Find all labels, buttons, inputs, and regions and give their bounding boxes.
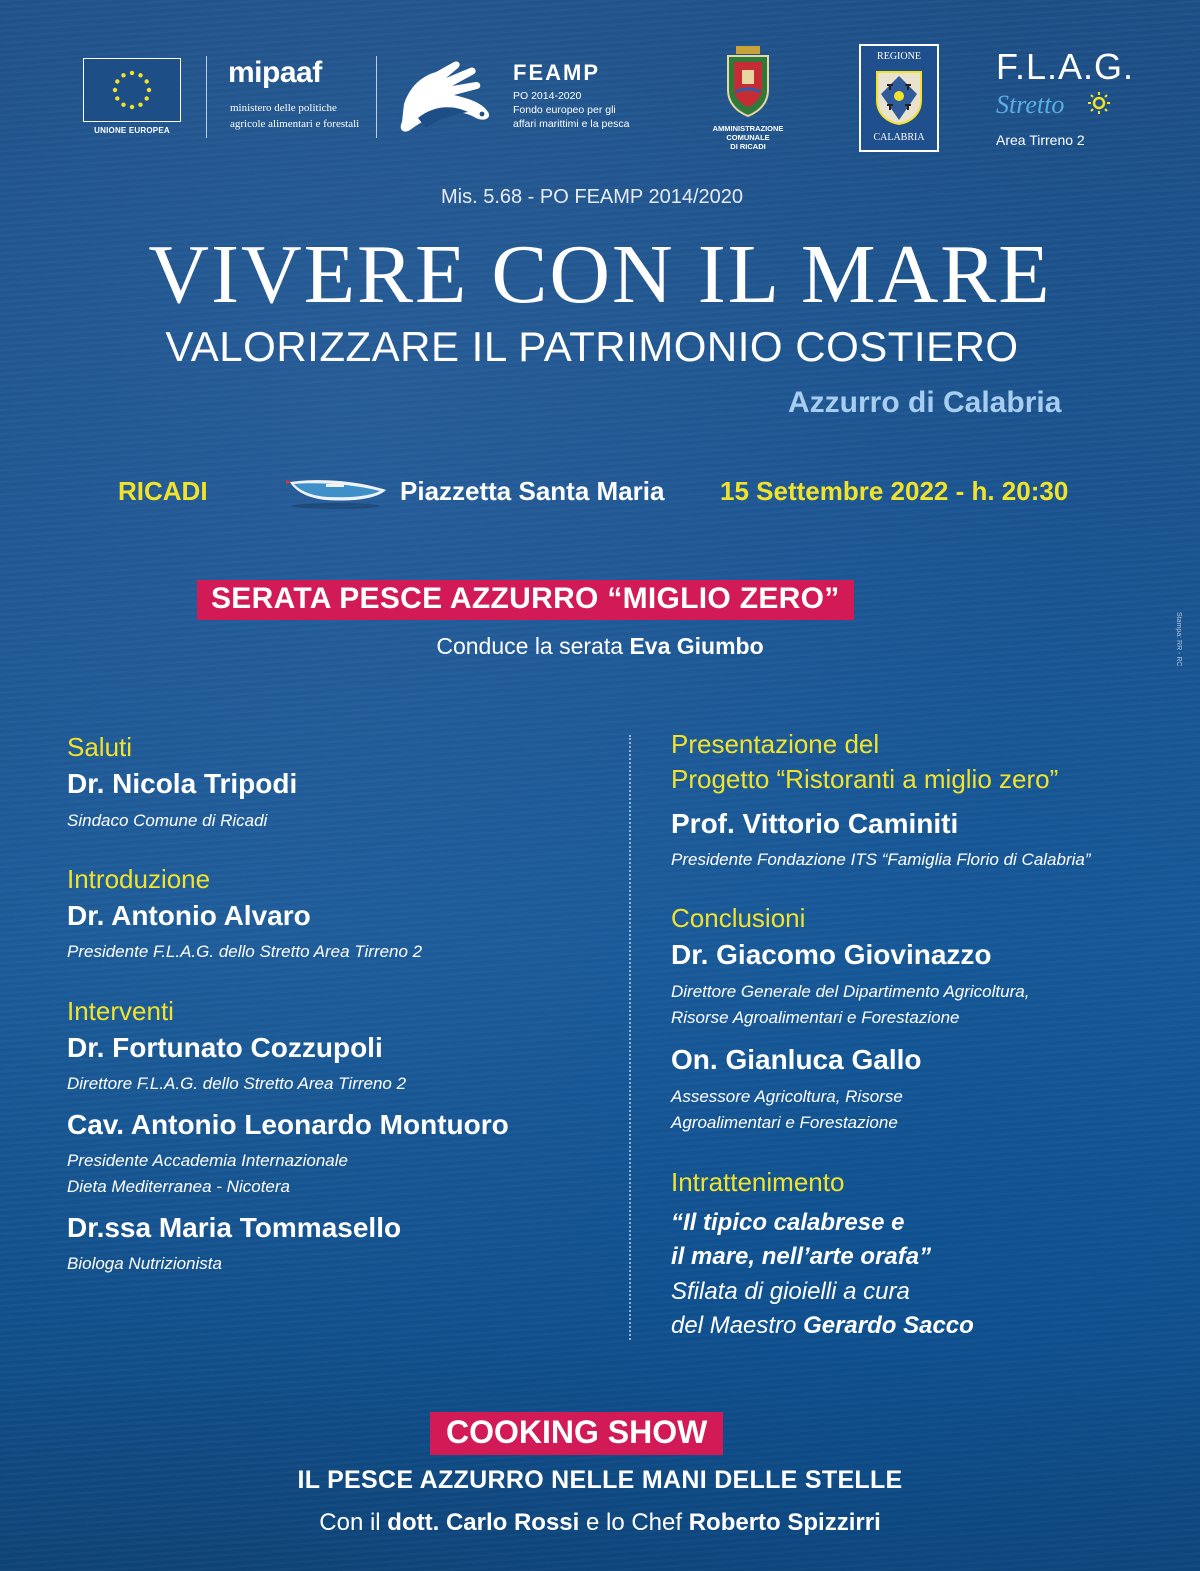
print-note: Stampa: RR - RC [1175,612,1182,667]
speaker-name: Prof. Vittorio Caminiti [671,808,959,839]
cooking-chefs-line [0,1509,1200,1537]
measure-line: Mis. 5.68 - PO FEAMP 2014/2020 [440,186,743,208]
section-presentazione-project: Progetto “Ristoranti a miglio zero” [671,764,1059,794]
eu-caption: UNIONE EUROPEA [94,126,170,135]
mipaaf-subtitle-line2: agricole alimentari e forestali [230,118,360,130]
cooking-name-2: Roberto Spizzirri [688,1509,881,1536]
section-saluti: Saluti [67,732,133,762]
speaker-role: Dieta Mediterranea - Nicotera [67,1177,290,1196]
regione-bottom-label: CALABRIA [873,132,925,143]
event-datetime: 15 Settembre 2022 - h. 20:30 [720,476,1069,506]
event-town: RICADI [118,476,208,506]
speaker-name: Cav. Antonio Leonardo Montuoro [67,1109,509,1140]
speaker-role: Presidente Accademia Internazionale [67,1151,348,1170]
show-designer-name: Gerardo Sacco [803,1312,974,1339]
speaker-role: Presidente Fondazione ITS “Famiglia Florio di Calabria” [671,850,1091,869]
section-intrattenimento: Intrattenimento [671,1167,845,1197]
eu-stars-icon [84,59,180,121]
feamp-hand-fish-icon [396,58,500,138]
serata-banner: SERATA PESCE AZZURRO “MIGLIO ZERO” [197,580,854,620]
host-name: Eva Giumbo [629,633,764,659]
show-desc-line1: Sfilata di gioielli a cura [671,1278,910,1305]
show-desc-prefix: del Maestro [671,1312,797,1339]
show-title-line1: “Il tipico calabrese e [671,1209,905,1236]
sun-icon [1088,92,1110,114]
comune-line3: DI RICADI [730,142,766,151]
mipaaf-logo: mipaaf [228,56,322,89]
host-line [0,633,1200,660]
flag-stretto-wordmark: Stretto [996,90,1065,119]
main-title: VIVERE CON IL MARE [148,228,1052,321]
speaker-name: Dr. Antonio Alvaro [67,900,311,931]
eu-flag-logo [83,58,181,122]
show-desc-line2 [671,1309,974,1343]
cooking-with-prefix: Con il [319,1509,381,1536]
boat-icon [286,470,390,510]
speaker-role: Risorse Agroalimentari e Forestazione [671,1008,960,1027]
regione-top-label: REGIONE [877,51,921,62]
cooking-with-mid: e lo Chef [585,1509,683,1536]
mipaaf-subtitle-line1: ministero delle politiche [230,102,337,114]
comune-label [700,124,796,151]
cooking-show-banner: COOKING SHOW [430,1412,723,1455]
section-interventi: Interventi [67,996,174,1026]
logo-divider [206,56,207,138]
speaker-role: Sindaco Comune di Ricadi [67,811,268,830]
speaker-role: Assessore Agricoltura, Risorse [671,1087,903,1106]
flag-area-label: Area Tirreno 2 [996,132,1085,148]
tagline: Azzurro di Calabria [788,386,1062,419]
comune-line1: AMMINISTRAZIONE [712,124,784,133]
speaker-name: Dr. Giacomo Giovinazzo [671,939,992,970]
event-place: Piazzetta Santa Maria [400,476,665,506]
cooking-name-1: dott. Carlo Rossi [387,1509,580,1536]
feamp-title: FEAMP [513,60,600,85]
section-conclusioni: Conclusioni [671,903,806,933]
section-introduzione: Introduzione [67,864,211,894]
regione-calabria-logo [859,44,939,152]
speaker-name: Dr.ssa Maria Tommasello [67,1212,402,1243]
sub-title: VALORIZZARE IL PATRIMONIO COSTIERO [165,323,1019,370]
show-title-line2: il mare, nell’arte orafa” [671,1243,932,1270]
feamp-line1: PO 2014-2020 [513,90,582,102]
speaker-role: Biologa Nutrizionista [67,1254,222,1273]
host-prefix: Conduce la serata [436,633,624,659]
section-presentazione: Presentazione del [671,729,880,759]
feamp-line3: affari marittimi e la pesca [513,118,630,130]
logo-divider [376,56,377,138]
speaker-role: Direttore F.L.A.G. dello Stretto Area Tirreno 2 [67,1074,407,1093]
flag-logo-title: F.L.A.G. [996,46,1135,87]
regione-shield-icon [873,70,925,126]
speaker-name: On. Gianluca Gallo [671,1044,922,1075]
comune-ricadi-crest-icon [722,44,774,122]
speaker-role: Agroalimentari e Forestazione [671,1113,898,1132]
column-divider [629,735,631,1340]
speaker-name: Dr. Fortunato Cozzupoli [67,1032,383,1063]
speaker-name: Dr. Nicola Tripodi [67,768,298,799]
speaker-role: Direttore Generale del Dipartimento Agricoltura, [671,982,1030,1001]
cooking-subtitle: IL PESCE AZZURRO NELLE MANI DELLE STELLE [297,1466,903,1494]
feamp-line2: Fondo europeo per gli [513,104,616,116]
speaker-role: Presidente F.L.A.G. dello Stretto Area Tirreno 2 [67,942,423,961]
comune-line2: COMUNALE [726,133,770,142]
